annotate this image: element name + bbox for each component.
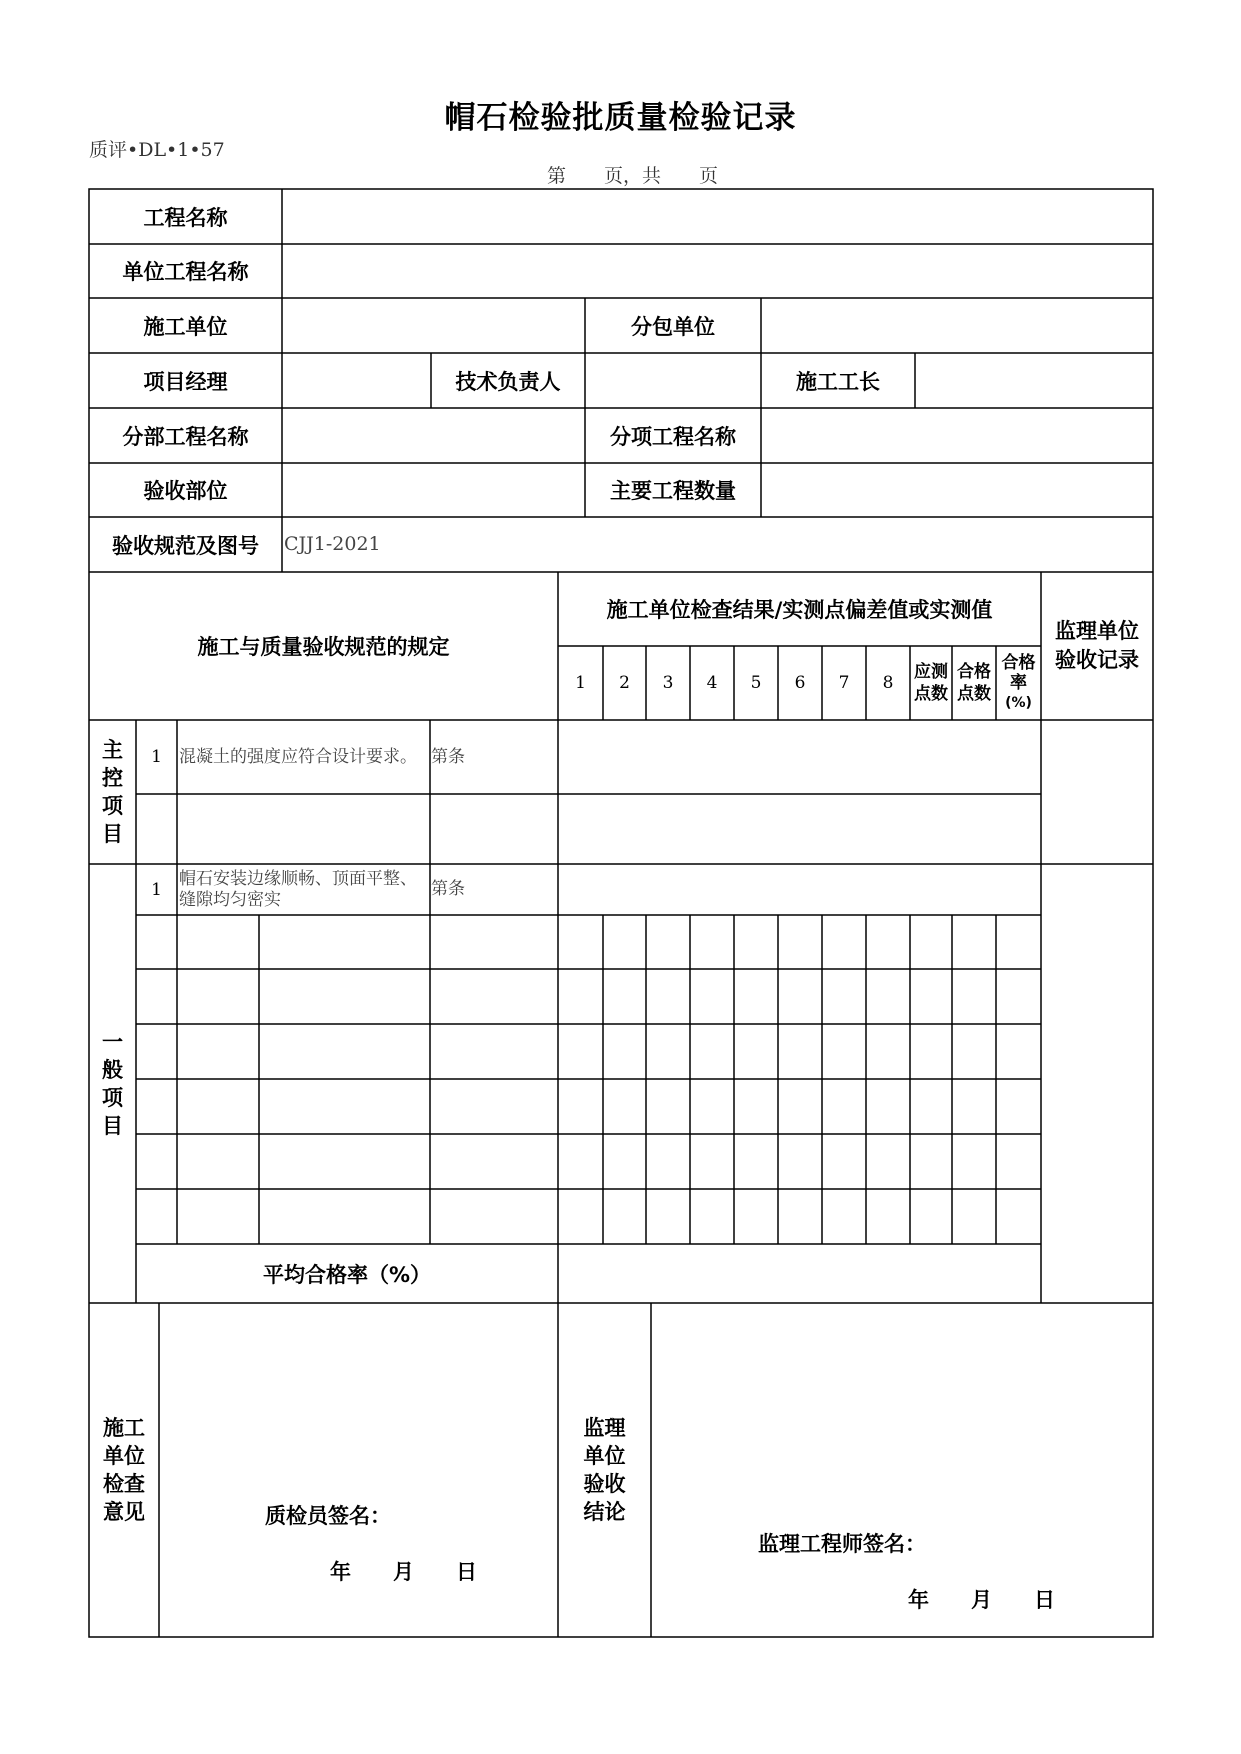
construction-opinion-line1: 施工 xyxy=(103,1416,145,1440)
inspector-signature: 质检员签名： xyxy=(265,1504,391,1528)
general-item-1-no: 1 xyxy=(151,879,162,900)
point-col-7: 7 xyxy=(838,673,850,693)
qualified-points-line1: 合格 xyxy=(957,662,991,682)
general-label xyxy=(89,864,136,1303)
point-col-8: 8 xyxy=(882,673,894,693)
inspector-date: 年 月 日 xyxy=(330,1560,477,1584)
general-char-1: 一 xyxy=(102,1029,123,1054)
general-char-3: 项 xyxy=(102,1085,123,1110)
qualified-rate-line3: (%) xyxy=(1005,695,1032,711)
supervision-conclusion-line1: 监理 xyxy=(583,1416,626,1440)
main-control-char-3: 项 xyxy=(102,794,123,818)
point-col-2: 2 xyxy=(619,673,630,693)
form-code: 质评•DL•1•57 xyxy=(89,139,225,161)
supervision-conclusion-label xyxy=(558,1303,651,1637)
construction-opinion-line3: 检查 xyxy=(103,1472,145,1496)
form-title: 帽石检验批质量检验记录 xyxy=(444,100,797,136)
engineer-signature: 监理工程师签名： xyxy=(758,1532,926,1556)
should-measure-line1: 应测 xyxy=(914,662,948,682)
label-tech-lead: 技术负责人 xyxy=(455,369,561,394)
label-subitem-project-name: 分项工程名称 xyxy=(610,424,736,449)
construction-opinion-line4: 意见 xyxy=(103,1500,145,1524)
point-col-5: 5 xyxy=(750,673,762,693)
should-measure-header xyxy=(910,646,952,720)
label-spec-and-drawing: 验收规范及图号 xyxy=(112,533,259,558)
label-main-quantity: 主要工程数量 xyxy=(610,479,736,503)
point-col-6: 6 xyxy=(794,673,806,693)
avg-rate-label: 平均合格率（%） xyxy=(262,1262,432,1287)
label-project-manager: 项目经理 xyxy=(143,369,228,394)
should-measure-line2: 点数 xyxy=(914,684,948,704)
construction-opinion-line2: 单位 xyxy=(103,1444,145,1468)
general-item-1-clause: 第条 xyxy=(431,879,465,899)
label-subcontract-unit: 分包单位 xyxy=(631,314,715,339)
label-division-project-name: 分部工程名称 xyxy=(122,424,249,449)
main-control-char-4: 目 xyxy=(102,822,123,846)
supervision-conclusion-line4: 结论 xyxy=(583,1500,626,1524)
label-construction-unit: 施工单位 xyxy=(143,314,228,339)
supervision-record-header xyxy=(1041,572,1153,720)
qualified-points-header xyxy=(952,646,996,720)
label-acceptance-location: 验收部位 xyxy=(143,479,228,503)
supervision-conclusion-line2: 单位 xyxy=(583,1444,626,1468)
label-project-name: 工程名称 xyxy=(143,205,228,230)
label-unit-project-name: 单位工程名称 xyxy=(122,260,249,284)
point-col-4: 4 xyxy=(706,673,718,693)
general-char-4: 目 xyxy=(102,1113,123,1138)
point-col-3: 3 xyxy=(662,673,674,693)
spec-value: CJJ1-2021 xyxy=(284,533,381,555)
qualified-rate-header xyxy=(996,646,1041,720)
main-item-1-no: 1 xyxy=(151,747,162,767)
main-item-1-clause: 第条 xyxy=(431,746,465,767)
main-control-char-2: 控 xyxy=(102,766,123,790)
engineer-date: 年 月 日 xyxy=(908,1588,1055,1612)
main-item-1-text: 混凝土的强度应符合设计要求。 xyxy=(179,746,417,767)
general-item-1-text: 帽石安装边缘顺畅、顶面平整、缝隙均匀密实 xyxy=(179,868,417,910)
spec-header: 施工与质量验收规范的规定 xyxy=(197,635,450,659)
result-header: 施工单位检查结果/实测点偏差值或实测值 xyxy=(606,598,993,622)
main-control-char-1: 主 xyxy=(102,738,123,762)
qualified-rate-line2: 率 xyxy=(1010,673,1027,693)
supervision-conclusion-line3: 验收 xyxy=(583,1472,626,1496)
supervision-header-line1: 监理单位 xyxy=(1055,619,1139,643)
label-foreman: 施工工长 xyxy=(796,369,880,394)
qualified-points-line2: 点数 xyxy=(957,684,991,704)
page-info: 第 页，共 页 xyxy=(547,165,719,187)
point-col-1: 1 xyxy=(575,673,586,693)
supervision-header-line2: 验收记录 xyxy=(1055,648,1139,672)
qualified-rate-line1: 合格 xyxy=(1001,653,1036,673)
construction-opinion-label xyxy=(89,1303,159,1637)
general-char-2: 般 xyxy=(102,1057,123,1082)
main-control-label xyxy=(89,720,136,864)
